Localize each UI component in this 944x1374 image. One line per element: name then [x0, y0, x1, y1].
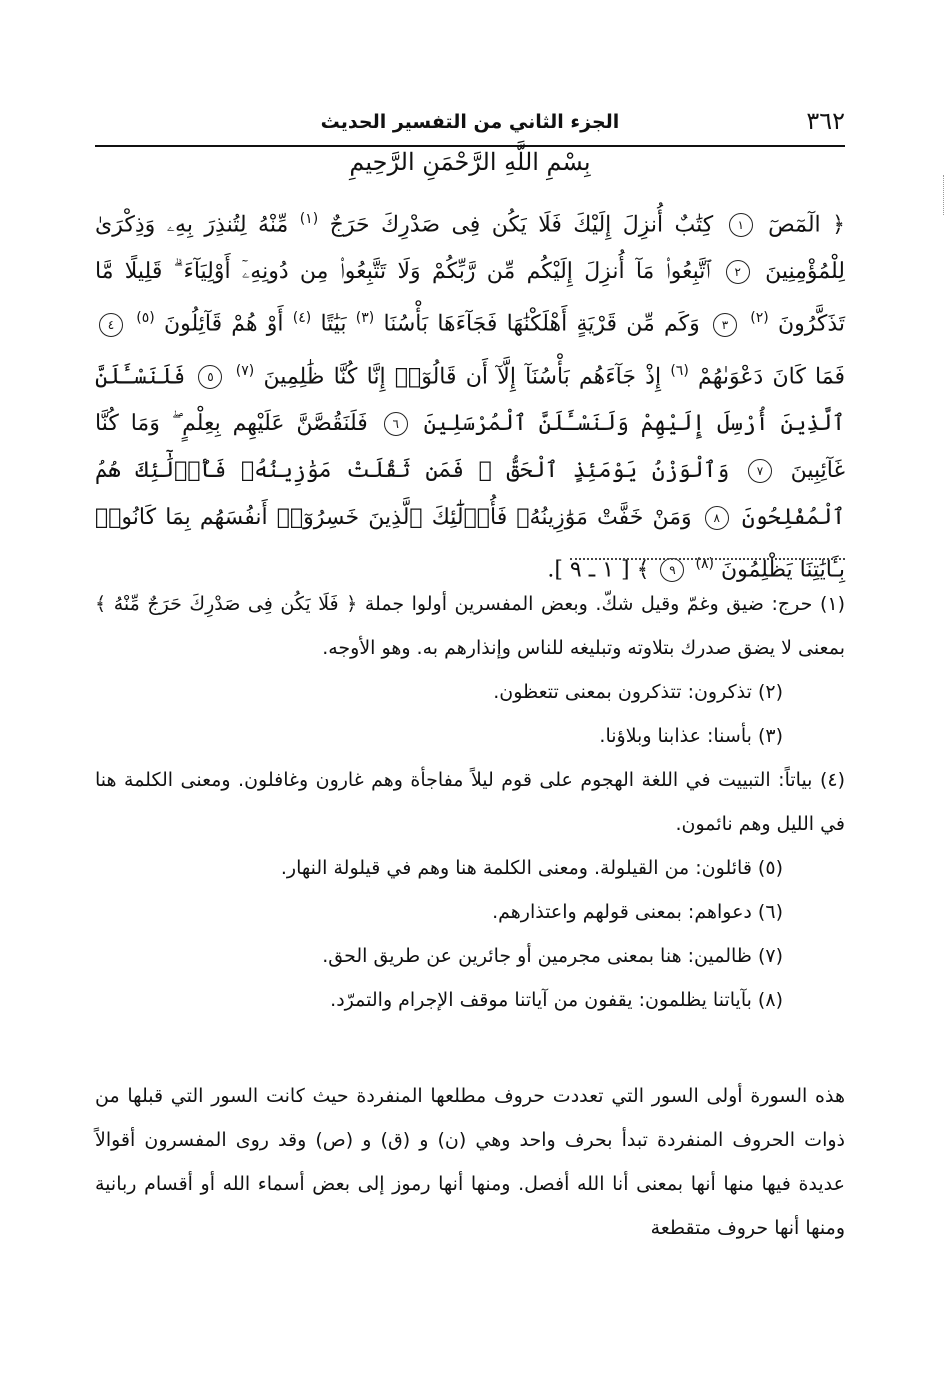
footnote-1: (١) حرج: ضيق وغمّ وقيل شكّ. وبعض المفسرين أولوا جملة ﴿ فَلَا يَكُن فِى صَدْرِكَ حَرَجٌ مِّنْهُ ﴾ بمعنى لا يضق صدرك بتلاوته وتبليغه للناس وإنذارهم به. وهو الأوجه.: [95, 593, 845, 659]
footnote-ref[interactable]: (٧): [235, 362, 255, 379]
verse-text: وَكَم مِّن قَرْيَةٍ أَهْلَكْنَٰهَا فَجَآءَهَا بَأْسُنَا: [383, 311, 700, 337]
footnote-3: (٣) بأسنا: عذابنا وبلاؤنا.: [599, 725, 783, 747]
verse-text: فَمَا كَانَ دَعْوَىٰهُمْ: [698, 363, 845, 389]
page-header: [95, 105, 845, 147]
verse-text: إِذْ جَآءَهُم بَأْسُنَآ إِلَّآ أَن قَالُوٓا۟ إِنَّا كُنَّا ظَٰلِمِينَ: [263, 363, 662, 389]
page-edge-mark: [940, 175, 944, 215]
verse-text: وَٱلْوَزْنُ يَوْمَئِذٍ ٱلْحَقُّ ۚ فَمَن ثَقُلَتْ مَوَٰزِينُهُۥ فَأُو۟لَٰٓئِكَ هُمُ ٱلْمُفْلِحُونَ: [95, 457, 845, 530]
ayah-number: ١: [729, 213, 753, 237]
verse-text: مِّنْهُ لِتُنذِرَ بِهِۦ وَذِكْرَىٰ لِلْمُؤْمِنِينَ: [95, 212, 845, 285]
footnote-ref[interactable]: (٨): [695, 555, 714, 572]
verse-text: بَيَٰتًا: [320, 311, 347, 337]
verse-text: ٱتَّبِعُوا۟ مَآ أُنزِلَ إِلَيْكُم مِّن رَّبِّكُمْ وَلَا تَتَّبِعُوا۟ مِن دُونِهِۦٓ أَوْلِيَآءَ ۗ قَلِيلًا مَّا تَذَكَّرُونَ: [95, 259, 846, 337]
footnote-ref[interactable]: (١): [299, 211, 319, 227]
verse-text: كِتَٰبٌ أُنزِلَ إِلَيْكَ فَلَا يَكُن فِى صَدْرِكَ حَرَجٌ: [329, 212, 714, 238]
page-number: ٣٦٢: [806, 107, 845, 135]
footnote-ref[interactable]: (٢): [750, 310, 769, 327]
verse-text: وَمَنْ خَفَّتْ مَوَٰزِينُهُۥ فَأُو۟لَٰٓئِكَ ٱلَّذِينَ خَسِرُوٓا۟ أَنفُسَهُم بِمَا كَانُوا۟ بِـَٔايَٰتِنَا يَظْلِمُونَ: [95, 504, 845, 583]
ayah-number: ٣: [713, 313, 737, 337]
footnotes: [95, 582, 845, 1022]
commentary-paragraph: هذه السورة أولى السور التي تعددت حروف مطلعها المنفردة حيث كانت السور التي قبلها من ذوات الحروف المنفردة تبدأ بحرف واحد وهي (ن) و (ق) و (ص) وقد روى المفسرون أقوالاً عديدة فيها منها أنها بمعنى أنا الله أفصل. ومنها أنها رموز إلى بعض أسماء الله أو أقسام ربانية ومنها أنها حروف متقطعة: [95, 1085, 845, 1239]
footnote-ref[interactable]: (٥): [136, 310, 155, 327]
quran-passage: [95, 196, 845, 593]
verse-text: فَلَنَسْـَٔلَنَّ ٱلَّذِينَ أُرْسِلَ إِلَيْهِمْ وَلَنَسْـَٔلَنَّ ٱلْمُرْسَلِينَ: [95, 363, 845, 436]
ayah-number: ٢: [726, 260, 750, 284]
footnote-8: (٨) بآياتنا يظلمون: يقفون من آياتنا موقف الإجرام والتمرّد.: [330, 989, 783, 1011]
footnote-ref[interactable]: (٦): [670, 362, 689, 379]
ayah-number: ٥: [198, 365, 222, 389]
ayah-number: ٨: [705, 506, 729, 530]
verse-text: الٓمٓصٓ: [768, 212, 821, 238]
ayah-number: ٦: [384, 412, 408, 436]
footnote-ref[interactable]: (٤): [292, 310, 312, 327]
basmala: بِسْمِ اللَّهِ الرَّحْمَنِ الرَّحِيمِ: [349, 148, 591, 176]
footnote-5: (٥) قائلون: من القيلولة. ومعنى الكلمة هنا وهم في قيلولة النهار.: [280, 857, 783, 879]
verse-reference: [ ١ ـ ٩ ].: [547, 557, 630, 583]
verse-text: أَوْ هُمْ قَآئِلُونَ: [163, 311, 284, 337]
footnote-ref[interactable]: (٣): [355, 310, 375, 327]
close-bracket: ﴾: [636, 557, 650, 583]
footnote-separator: [570, 558, 845, 560]
footnote-2: (٢) تذكرون: تتذكرون بمعنى تتعظون.: [493, 681, 783, 703]
ayah-number: ٧: [748, 459, 772, 483]
running-title: الجزء الثاني من التفسير الحديث: [320, 111, 620, 133]
footnote-4: (٤) بياتاً: التبييت في اللغة الهجوم على قوم ليلاً مفاجأة وهم غارون وغافلون. ومعنى الكلمة هنا في الليل وهم نائمون.: [95, 769, 845, 835]
footnote-7: (٧) ظالمين: هنا بمعنى مجرمين أو جائرين عن طريق الحق.: [322, 945, 783, 967]
ayah-number: ٤: [99, 313, 123, 337]
open-bracket: ﴿: [832, 212, 846, 238]
ayah-number: ٩: [660, 558, 684, 582]
footnote-6: (٦) دعواهم: بمعنى قولهم واعتذارهم.: [492, 901, 783, 923]
verse-text: فَلَنَقُصَّنَّ عَلَيْهِم بِعِلْمٍ ۖ وَمَا كُنَّا غَآئِبِينَ: [95, 410, 846, 483]
